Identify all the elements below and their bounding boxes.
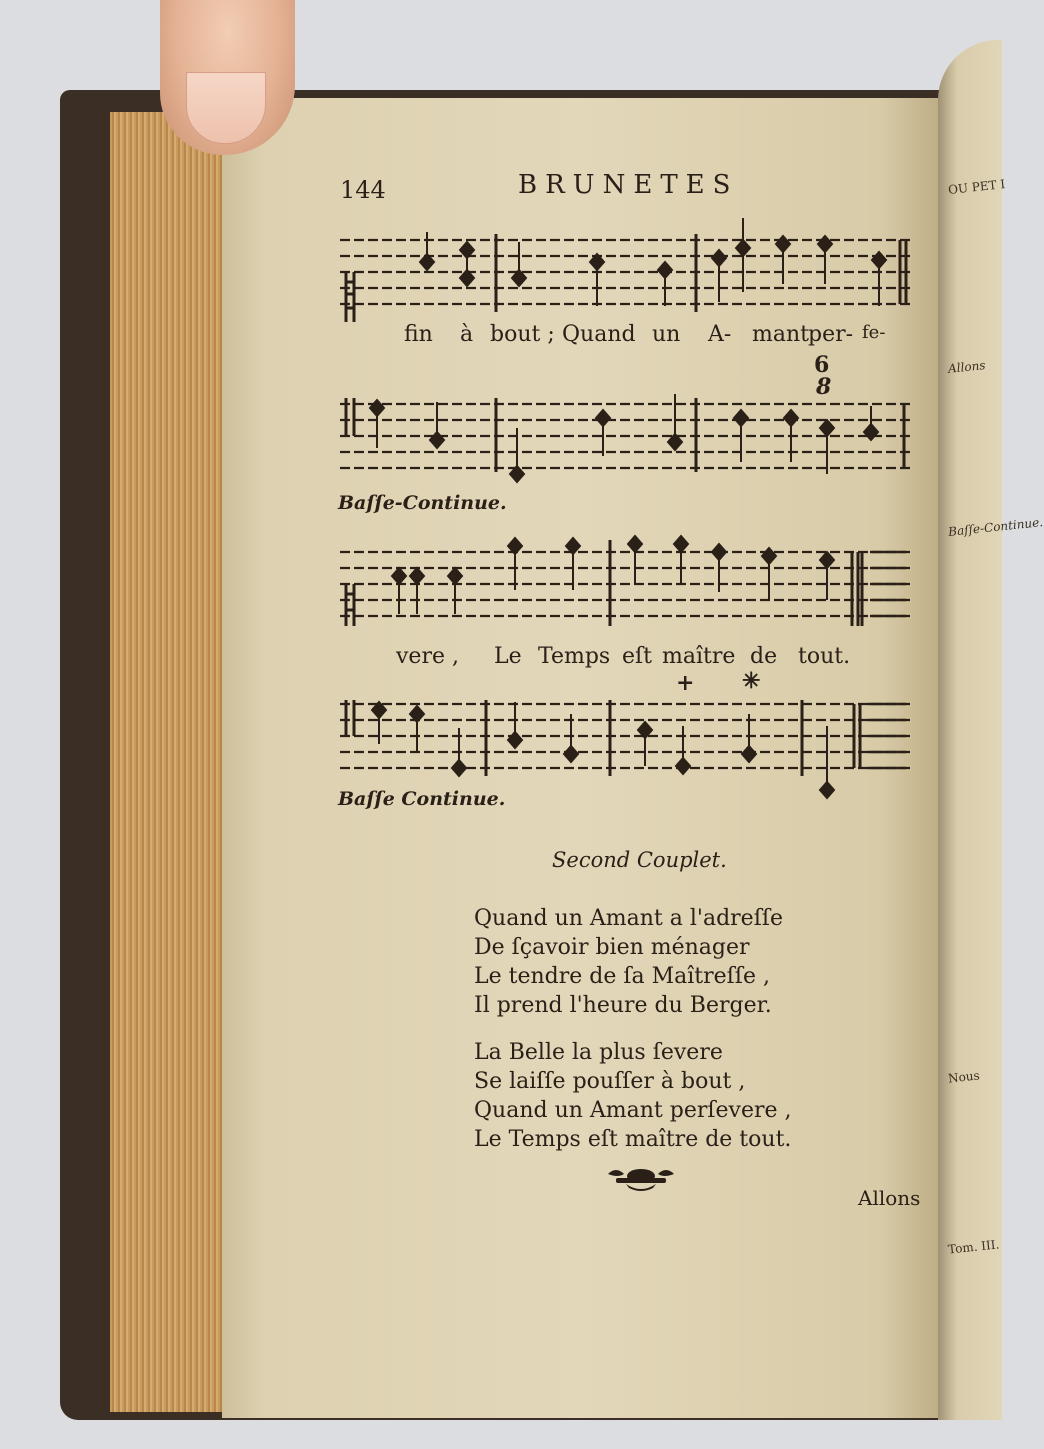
- figured-bass-figure: ✳: [742, 668, 761, 694]
- verse-stanza-1: [474, 904, 783, 1020]
- catchword: Allons: [858, 1186, 921, 1210]
- basse-continue-label: Baſſe Continue.: [338, 788, 506, 810]
- lyric-syllable: bout ;: [490, 322, 555, 347]
- lyric-syllable: fe-: [862, 322, 886, 343]
- lyric-syllable: à: [460, 322, 474, 347]
- music-staff-voice-2: [338, 530, 910, 634]
- music-staff-bass-1: [338, 392, 910, 488]
- lyric-syllable: eſt: [622, 644, 653, 669]
- lyrics-line-1: [340, 322, 900, 356]
- verse-line: Se laiſſe pouſſer à bout ,: [474, 1069, 746, 1094]
- facing-page-fragment: Allons: [947, 358, 987, 376]
- facing-page-fragment: Baſſe-Continue.: [947, 515, 1044, 539]
- lyric-syllable: un: [652, 322, 681, 347]
- figured-bass-figure: +: [676, 670, 695, 696]
- facing-page-header: OU PET I: [947, 177, 1006, 197]
- lyric-syllable: fin: [404, 322, 433, 347]
- music-staff-voice-1: [338, 222, 910, 322]
- lyric-syllable: per-: [808, 322, 854, 347]
- verse-line: Le tendre de ſa Maîtreſſe ,: [474, 964, 770, 989]
- verse-line: Quand un Amant perſevere ,: [474, 1098, 792, 1123]
- lyric-syllable: Quand: [562, 322, 636, 347]
- figured-bass-figure: 8: [816, 374, 832, 400]
- figured-bass-figure: 6: [814, 352, 830, 378]
- printer-ornament: [606, 1164, 676, 1192]
- verse-line: Quand un Amant a l'adreſſe: [474, 906, 783, 931]
- page-header: [340, 170, 900, 206]
- lyric-syllable: tout.: [798, 644, 851, 669]
- lyric-syllable: Le: [494, 644, 522, 669]
- facing-page-footer: Tom. III.: [947, 1237, 1000, 1257]
- running-title: BRUNETES: [518, 170, 739, 200]
- facing-page-fragment: Nous: [947, 1068, 981, 1086]
- lyrics-line-2: [340, 644, 900, 678]
- verse-line: La Belle la plus ſevere: [474, 1040, 723, 1065]
- lyric-syllable: maître: [662, 644, 736, 669]
- basse-continue-label: Baſſe-Continue.: [338, 492, 507, 514]
- page-fore-edge: [110, 112, 225, 1412]
- lyric-syllable: de: [750, 644, 778, 669]
- verse-line: Le Temps eſt maître de tout.: [474, 1127, 792, 1152]
- verse-line: Il prend l'heure du Berger.: [474, 993, 772, 1018]
- page-number: 144: [340, 176, 386, 204]
- verse-stanza-2: [474, 1038, 792, 1154]
- facing-page: [938, 40, 1044, 1420]
- lyric-syllable: Temps: [538, 644, 611, 669]
- verse-line: De ſçavoir bien ménager: [474, 935, 750, 960]
- lyric-syllable: vere ,: [396, 644, 459, 669]
- lyric-syllable: A-: [708, 322, 732, 347]
- couplet-title: Second Couplet.: [552, 848, 727, 872]
- lyric-syllable: mant: [752, 322, 809, 347]
